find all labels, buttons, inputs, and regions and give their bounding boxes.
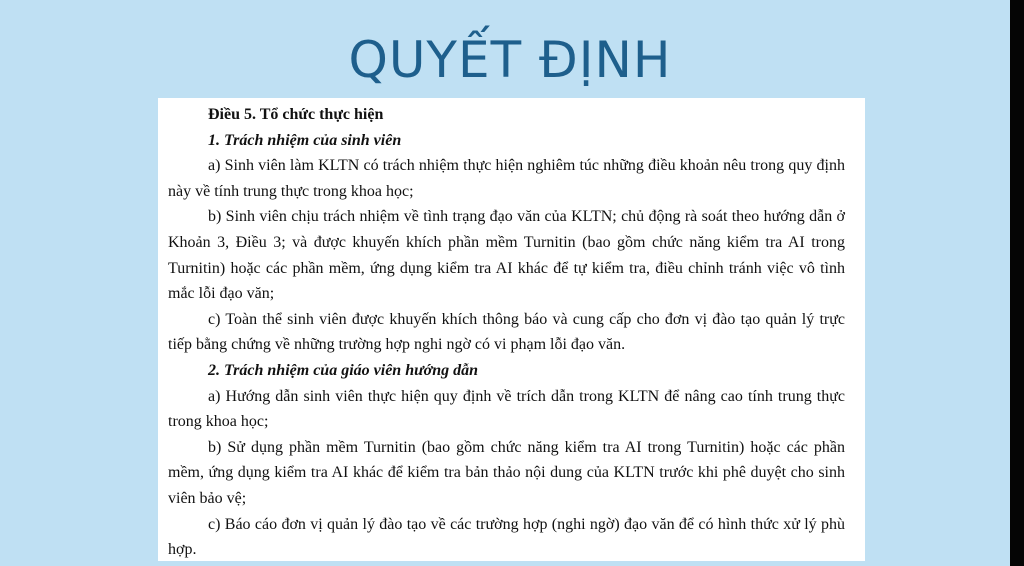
article-heading: Điều 5. Tổ chức thực hiện	[208, 106, 384, 123]
section-heading-students: 1. Trách nhiệm của sinh viên	[208, 131, 402, 149]
slide-title: QUYẾT ĐỊNH	[348, 31, 672, 89]
section-heading-supervisors: 2. Trách nhiệm của giáo viên hướng dẫn	[208, 361, 479, 379]
paragraph-supervisors-c: c) Báo cáo đơn vị quản lý đào tạo về các trường hợp (nghi ngờ) đạo văn để có hình thức xử lý phù hợp.	[168, 515, 845, 559]
window-edge	[1010, 0, 1024, 566]
paragraph-supervisors-a: a) Hướng dẫn sinh viên thực hiện quy định về trích dẫn trong KLTN để nâng cao tính trung thực trong khoa học;	[168, 387, 845, 431]
paragraph-supervisors-b: b) Sử dụng phần mềm Turnitin (bao gồm chức năng kiểm tra AI trong Turnitin) hoặc các phần mềm, ứng dụng kiểm tra AI khác để kiểm tra bản thảo nội dung của KLTN trước khi phê duyệt cho sinh viên bảo vệ;	[168, 438, 845, 507]
document-excerpt	[158, 98, 865, 561]
paragraph-students-b: b) Sinh viên chịu trách nhiệm về tình trạng đạo văn của KLTN; chủ động rà soát theo hướng dẫn ở Khoản 3, Điều 3; và được khuyến khích phần mềm Turnitin (bao gồm chức năng kiểm tra AI trong Turnitin) hoặc các phần mềm, ứng dụng kiểm tra AI khác để tự kiểm tra, điều chỉnh tránh việc vô tình mắc lỗi đạo văn;	[168, 208, 845, 303]
paragraph-students-c: c) Toàn thể sinh viên được khuyến khích thông báo và cung cấp cho đơn vị đào tạo quản lý trực tiếp bằng chứng về những trường hợp nghi ngờ có vi phạm lỗi đạo văn.	[168, 310, 845, 354]
paragraph-students-a: a) Sinh viên làm KLTN có trách nhiệm thực hiện nghiêm túc những điều khoản nêu trong quy định này về tính trung thực trong khoa học;	[168, 157, 845, 200]
